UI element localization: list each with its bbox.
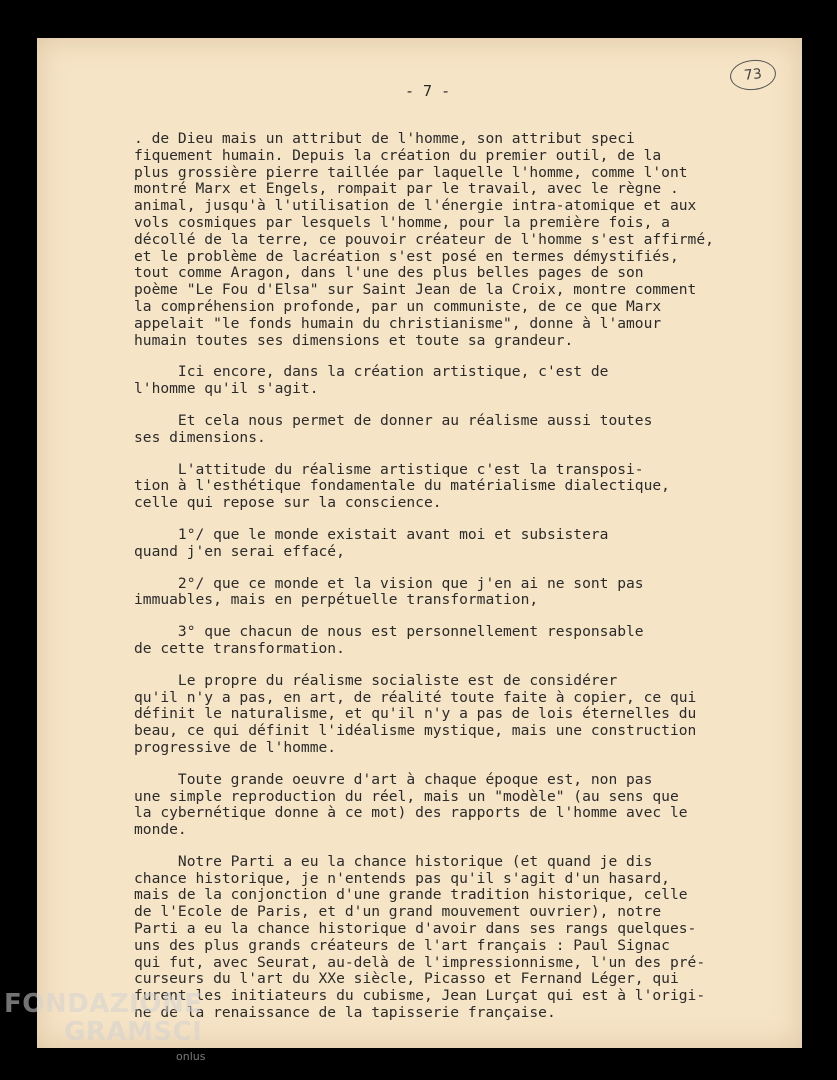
text-line: qu'il n'y a pas, en art, de réalité toute faite à copier, ce qui	[134, 688, 697, 706]
text-line: chance historique, je n'entends pas qu'il s'agit d'un hasard,	[134, 869, 670, 887]
folio-number: 73	[729, 58, 778, 93]
text-line: qui fut, avec Seurat, au-delà de l'impressionnisme, l'un des pré-	[134, 953, 706, 971]
watermark-logo	[4, 990, 202, 1046]
text-line: furent les initiateurs du cubisme, Jean Lurçat qui est à l'origi-	[134, 987, 706, 1005]
text-line: Notre Parti a eu la chance historique (et quand je dis	[134, 852, 653, 870]
watermark-line-2: GRAMSCI	[64, 1017, 203, 1047]
paragraph	[134, 462, 754, 512]
text-line: Toute grande oeuvre d'art à chaque époque est, non pas	[134, 770, 653, 788]
text-line: mais de la conjonction d'une grande tradition historique, celle	[134, 886, 688, 904]
text-line: de cette transformation.	[134, 639, 345, 657]
text-line: 1°/ que le monde existait avant moi et subsistera	[134, 525, 609, 543]
text-line: humain toutes ses dimensions et toute sa grandeur.	[134, 331, 574, 349]
text-line: monde.	[134, 821, 187, 839]
text-line: la cybernétique donne à ce mot) des rapports de l'homme avec le	[134, 804, 688, 822]
watermark-suffix: onlus	[176, 1050, 206, 1063]
text-line: Parti a eu la chance historique d'avoir dans ses rangs quelques-	[134, 920, 697, 938]
paragraph	[134, 364, 754, 398]
paragraph	[134, 624, 754, 658]
text-line: fiquement humain. Depuis la création du premier outil, de la	[134, 146, 662, 164]
text-line: appelait "le fonds humain du christianisme", donne à l'amour	[134, 314, 662, 332]
paragraph	[134, 413, 754, 447]
text-line: ses dimensions.	[134, 428, 266, 446]
paragraph	[134, 673, 754, 757]
paragraph	[134, 772, 754, 839]
text-line: tion à l'esthétique fondamentale du matérialisme dialectique,	[134, 477, 670, 495]
text-line: l'homme qu'il s'agit.	[134, 380, 319, 398]
paragraph	[134, 527, 754, 561]
text-line: beau, ce qui définit l'idéalisme mystique, mais une construction	[134, 722, 697, 740]
text-line: une simple reproduction du réel, mais un "modèle" (au sens que	[134, 787, 679, 805]
text-line: Et cela nous permet de donner au réalisme aussi toutes	[134, 411, 653, 429]
text-line: animal, jusqu'à l'utilisation de l'énergie intra-atomique et aux	[134, 197, 697, 215]
text-line: décollé de la terre, ce pouvoir créateur de l'homme s'est affirmé,	[134, 230, 714, 248]
text-line: tout comme Aragon, dans l'une des plus belles pages de son	[134, 264, 644, 282]
text-line: progressive de l'homme.	[134, 738, 337, 756]
text-line: plus grossière pierre taillée par laquelle l'homme, comme l'ont	[134, 163, 688, 181]
text-line: uns des plus grands créateurs de l'art français : Paul Signac	[134, 936, 670, 954]
text-line: de l'Ecole de Paris, et d'un grand mouvement ouvrier), notre	[134, 903, 662, 921]
text-line: vols cosmiques par lesquels l'homme, pour la première fois, a	[134, 213, 670, 231]
text-line: définit le naturalisme, et qu'il n'y a pas de lois éternelles du	[134, 705, 697, 723]
text-line: curseurs du l'art du XXe siècle, Picasso et Fernand Léger, qui	[134, 970, 679, 988]
text-line: Le propre du réalisme socialiste est de considérer	[134, 671, 618, 689]
text-line: quand j'en serai effacé,	[134, 542, 345, 560]
text-line: 2°/ que ce monde et la vision que j'en ai ne sont pas	[134, 574, 644, 592]
text-line: . de Dieu mais un attribut de l'homme, son attribut speci	[134, 130, 635, 147]
text-line: montré Marx et Engels, rompait par le travail, avec le règne .	[134, 180, 679, 198]
document-body	[134, 131, 754, 1037]
text-line: L'attitude du réalisme artistique c'est la transposi-	[134, 460, 644, 478]
text-line: la compréhension profonde, par un communiste, de ce que Marx	[134, 297, 662, 315]
paragraph	[134, 854, 754, 1022]
text-line: immuables, mais en perpétuelle transformation,	[134, 591, 539, 609]
text-line: celle qui repose sur la conscience.	[134, 494, 442, 512]
text-line: 3° que chacun de nous est personnellement responsable	[134, 623, 644, 641]
text-line: ne de la renaissance de la tapisserie française.	[134, 1004, 556, 1022]
text-line: poème "Le Fou d'Elsa" sur Saint Jean de la Croix, montre comment	[134, 281, 697, 299]
paragraph	[134, 131, 754, 349]
watermark-line-1: FONDAZIONE	[4, 989, 203, 1019]
paragraph	[134, 576, 754, 610]
page-number: - 7 -	[405, 82, 451, 100]
text-line: Ici encore, dans la création artistique, c'est de	[134, 363, 609, 381]
text-line: et le problème de lacréation s'est posé en termes démystifiés,	[134, 247, 679, 265]
